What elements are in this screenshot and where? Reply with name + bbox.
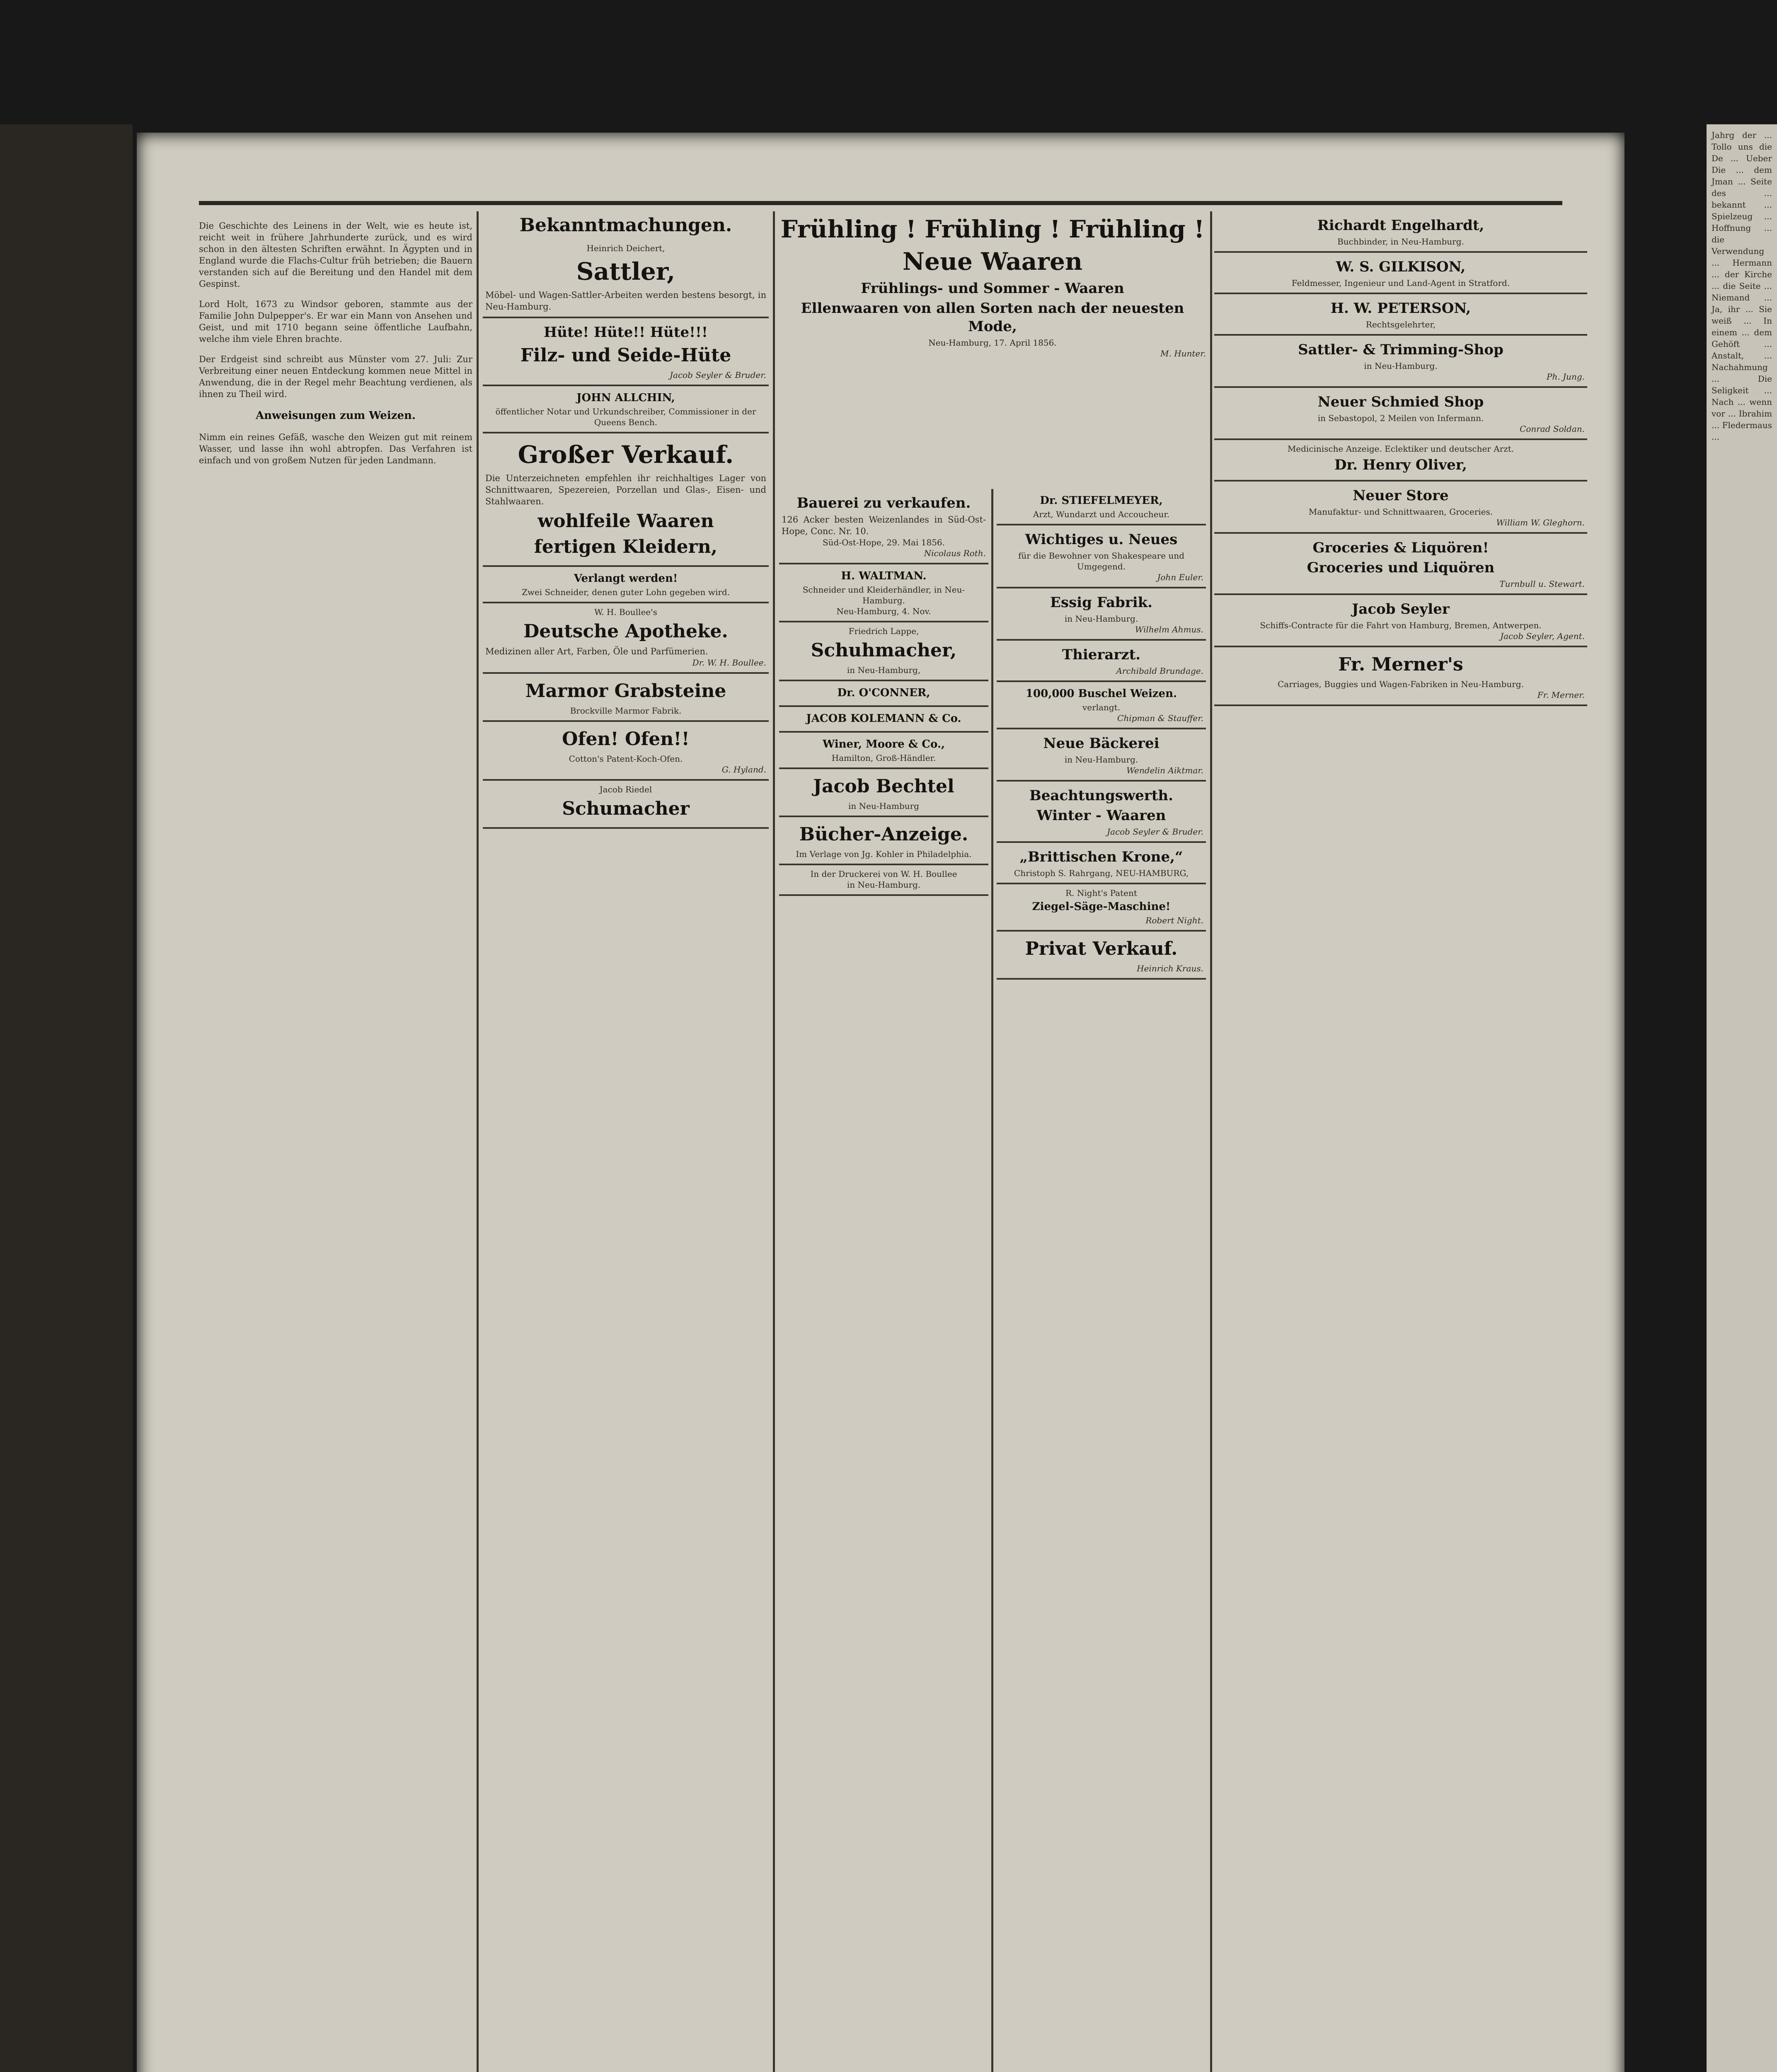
ad-signature: Fr. Merner.: [1537, 690, 1585, 700]
advertisement: [1214, 253, 1587, 294]
advertisement: [1214, 440, 1587, 482]
ad-body: Medicinische Anzeige. Eclektiker und deutscher Arzt.: [1287, 444, 1514, 454]
ad-body: Manufaktur- und Schnittwaaren, Groceries.: [1308, 507, 1493, 517]
ad-signature: Chipman & Stauffer.: [1117, 713, 1203, 723]
banner-signature: M. Hunter.: [1160, 349, 1206, 358]
ad-signature: Robert Night.: [1145, 915, 1203, 925]
ad-title: Schumacher: [562, 798, 690, 819]
ad-title: Neuer Schmied Shop: [1317, 394, 1484, 410]
ad-signature: Archibald Brundage.: [1116, 666, 1203, 676]
ad-title: Dr. O'CONNER,: [837, 687, 930, 699]
right-page-edge: [1707, 124, 1777, 2072]
advertisement: [997, 782, 1206, 843]
ad-body: Zwei Schneider, denen guter Lohn gegeben wird.: [521, 587, 730, 597]
ad-body: Filz- und Seide-Hüte: [520, 345, 731, 366]
ad-title: Dr. Henry Oliver,: [1334, 457, 1467, 473]
advertisement: [997, 843, 1206, 884]
article-paragraph: Der Erdgeist sind schreibt aus Münster vom 27. Juli: Zur Verbreitung einer neuen Entdeckung kommen neue Mittel in Anwendung, die in der Regel mehr Beachtung verdienen, als ihnen zu Theil wird.: [199, 354, 472, 399]
ad-title: Jacob Bechtel: [813, 776, 954, 797]
ad-pretitle: Jacob Riedel: [599, 784, 652, 794]
ads-column-right: [997, 489, 1206, 2072]
ad-title: Hüte! Hüte!! Hüte!!!: [544, 324, 708, 341]
ad-signature: G. Hyland.: [721, 765, 766, 775]
ad-signature: Conrad Soldan.: [1520, 424, 1585, 434]
ad-title: Essig Fabrik.: [1050, 594, 1153, 611]
banner-subhead: Neue Waaren: [902, 247, 1083, 276]
advertisement: [997, 641, 1206, 682]
right-page-fragment: Jahrg der ... Tollo uns die De ... Ueber Die ... dem Jman ... Seite des ... bekannt ... Spielzeug ... Hoffnung ... die Verwendung ... Hermann ... der Kirche ... die Seite ... Niemand ... Ja, ihr ... Sie weiß ... In einem ... dem Gehöft ... Anstalt, ... Nachahmung ... Die Seligkeit ... Nach ... wenn vor ... Ibrahim ... Fledermaus ...: [1712, 130, 1772, 442]
ad-title: Jacob Seyler: [1352, 601, 1450, 617]
ads-column-left: [779, 489, 988, 2072]
ad-body: in Neu-Hamburg,: [847, 665, 921, 675]
advertisement: [779, 769, 988, 817]
ad-body: in Neu-Hamburg: [848, 801, 919, 811]
advertisement: [483, 722, 769, 781]
advertisement: [779, 681, 988, 707]
ad-title: Thierarzt.: [1062, 646, 1141, 663]
column-rule: [773, 211, 775, 2072]
ad-title: Dr. STIEFELMEYER,: [1040, 494, 1163, 507]
ad-body: in Neu-Hamburg.: [1364, 361, 1438, 371]
ad-title: Bauerei zu verkaufen.: [797, 495, 971, 511]
ad-signature: Jacob Seyler, Agent.: [1500, 631, 1585, 641]
advertisement: [779, 733, 988, 769]
ad-body: Hamilton, Groß-Händler.: [831, 753, 936, 763]
ad-body: Arzt, Wundarzt und Accoucheur.: [1033, 509, 1170, 519]
banner-line: Ellenwaaren von allen Sorten nach der neuesten Mode,: [801, 300, 1184, 335]
ad-title: Groceries & Liquören!: [1312, 540, 1489, 556]
ad-title: Fr. Merner's: [1338, 654, 1463, 675]
ad-signature: Jacob Seyler & Bruder.: [670, 370, 766, 380]
ad-title: Sattler- & Trimming-Shop: [1298, 341, 1503, 358]
ad-title: Neuer Store: [1353, 487, 1449, 504]
ad-signature: Turnbull u. Stewart.: [1499, 579, 1585, 589]
advertisement: [1214, 595, 1587, 647]
ad-date: Süd-Ost-Hope, 29. Mai 1856.: [822, 537, 945, 547]
article-paragraph: Lord Holt, 1673 zu Windsor geboren, stammte aus der Familie John Dulpepper's. Er war ein Mann von Ansehen und Geist, und mit 1710 begann seine öffentliche Laufbahn, welche ihm viele Ehren brachte.: [199, 299, 472, 344]
ad-body: öffentlicher Notar und Urkundschreiber, Commissioner in der Queens Bench.: [495, 407, 756, 427]
ad-title: Bücher-Anzeige.: [799, 824, 968, 845]
ad-subtitle: wohlfeile Waaren: [537, 511, 714, 532]
ad-signature: Dr. W. H. Boullee.: [692, 658, 766, 668]
advertisement: [997, 682, 1206, 729]
advertisement: [779, 865, 988, 896]
ad-body: in Neu-Hamburg.: [847, 880, 921, 890]
ad-signature: Wendelin Aiktmar.: [1126, 765, 1203, 775]
ad-body: Möbel- und Wagen-Sattler-Arbeiten werden bestens besorgt, in Neu-Hamburg.: [485, 290, 766, 312]
ad-title: „Brittischen Krone,“: [1019, 849, 1183, 865]
advertisement: [779, 817, 988, 865]
ad-signature: Nicolaus Roth.: [924, 548, 986, 558]
ad-signature: Heinrich Kraus.: [1137, 963, 1203, 973]
ad-title: Sattler,: [576, 257, 675, 286]
article-heading: Anweisungen zum Weizen.: [256, 409, 416, 422]
advertisement: [483, 781, 769, 829]
ad-body: Schiffs-Contracte für die Fahrt von Hamburg, Bremen, Antwerpen.: [1260, 620, 1542, 630]
ad-title: W. S. GILKISON,: [1336, 259, 1466, 275]
ads-column-far-right: [1214, 211, 1587, 2072]
ad-body: verlangt.: [1082, 702, 1121, 712]
ad-title: Ofen! Ofen!!: [562, 729, 690, 750]
ad-body: in Neu-Hamburg.: [1064, 755, 1138, 765]
advertisement: [483, 318, 769, 386]
ad-pretitle: Friedrich Lappe,: [848, 626, 919, 636]
advertisement: [1214, 534, 1587, 595]
ad-title: Wichtiges u. Neues: [1025, 531, 1178, 548]
ad-body: Christoph S. Rahrgang, NEU-HAMBURG,: [1014, 868, 1189, 878]
ad-body: Im Verlage von Jg. Kohler in Philadelphia.: [796, 849, 972, 859]
advertisement: [483, 240, 769, 318]
ad-signature: William W. Gleghorn.: [1496, 518, 1585, 528]
ad-body: Feldmesser, Ingenieur und Land-Agent in Stratford.: [1291, 278, 1510, 288]
advertisement: [997, 884, 1206, 932]
ad-body: R. Night's Patent: [1065, 888, 1137, 898]
ad-body: Schneider und Kleiderhändler, in Neu-Hamburg.: [802, 585, 965, 605]
advertisement: [1214, 647, 1587, 706]
ad-body: Medizinen aller Art, Farben, Öle und Parfümerien.: [485, 646, 708, 656]
advertisement: [1214, 388, 1587, 440]
ad-pretitle: Heinrich Deichert,: [586, 243, 665, 253]
advertisement: [1214, 482, 1587, 534]
ad-title: Deutsche Apotheke.: [523, 621, 728, 642]
ad-title: Neue Bäckerei: [1043, 735, 1160, 752]
advertisement: [483, 674, 769, 722]
advertisement: [483, 433, 769, 567]
banner-ad: [779, 211, 1206, 359]
ad-signature: John Euler.: [1157, 572, 1203, 582]
ad-title: Verlangt werden!: [574, 572, 678, 585]
ad-title: Richardt Engelhardt,: [1317, 217, 1484, 234]
article-paragraph: Die Geschichte des Leinens in der Welt, wie es heute ist, reicht weit in frühere Jahrhunderte zurück, und es wird schon in den ältesten Schriften erwähnt. In Ägypten und in England wurde die Flachs-Cultur früh betrieben; die Bauern verstanden sich auf die Bereitung und den Handel mit dem Gespinst.: [199, 221, 472, 289]
ad-title: Marmor Grabsteine: [525, 680, 726, 702]
ad-title: H. W. PETERSON,: [1330, 300, 1471, 317]
banner-line: Frühlings- und Sommer - Waaren: [861, 280, 1124, 297]
advertisement: [997, 489, 1206, 525]
ad-title: Ziegel-Säge-Maschine!: [1032, 900, 1171, 913]
ad-body: Cotton's Patent-Koch-Ofen.: [569, 754, 683, 764]
left-page-edge: [0, 124, 133, 2072]
advertisement: [1214, 294, 1587, 336]
ad-title: JACOB KOLEMANN & Co.: [806, 712, 961, 725]
ad-title: JOHN ALLCHIN,: [576, 392, 675, 404]
ad-body: in Neu-Hamburg.: [1064, 614, 1138, 624]
article-column: [199, 211, 472, 2072]
section-title: Bekanntmachungen.: [519, 215, 732, 236]
advertisement: [997, 588, 1206, 641]
ad-title: Winer, Moore & Co.,: [823, 738, 945, 750]
advertisement: [779, 707, 988, 733]
ad-body: Winter - Waaren: [1036, 807, 1166, 824]
advertisement: [1214, 211, 1587, 253]
ad-title: Schuhmacher,: [811, 640, 957, 661]
advertisement: [483, 603, 769, 674]
ad-body: Die Unterzeichneten empfehlen ihr reichhaltiges Lager von Schnittwaaren, Spezereien, Porzellan und Glas-, Eisen- und Stahlwaaren.: [485, 473, 766, 506]
ad-body: Groceries und Liquören: [1307, 559, 1495, 576]
banner-headline: Frühling ! Frühling ! Frühling !: [780, 215, 1205, 243]
ad-body: Rechtsgelehrter,: [1365, 320, 1436, 329]
ad-signature: Wilhelm Ahmus.: [1135, 625, 1203, 634]
ad-title: Beachtungswerth.: [1029, 787, 1173, 804]
ad-body: 126 Acker besten Weizenlandes in Süd-Ost-Hope, Conc. Nr. 10.: [782, 515, 986, 536]
newspaper-page: [137, 133, 1624, 2072]
advertisement: [779, 489, 988, 564]
ad-title: 100,000 Buschel Weizen.: [1025, 687, 1177, 700]
advertisement: [997, 525, 1206, 588]
article-paragraph: Nimm ein reines Gefäß, wasche den Weizen gut mit reinem Wasser, und lasse ihn wohl abtropfen. Das Verfahren ist einfach und von großem Nutzen für jeden Landmann.: [199, 432, 472, 465]
ad-title: Großer Verkauf.: [518, 441, 734, 469]
advertisement: [483, 386, 769, 433]
ad-subtitle: fertigen Kleidern,: [534, 536, 718, 557]
notices-column: [483, 211, 769, 2072]
ad-body: Buchbinder, in Neu-Hamburg.: [1337, 237, 1464, 247]
ad-signature: Ph. Jung.: [1547, 372, 1585, 382]
advertisement: [483, 567, 769, 603]
ad-body: Brockville Marmor Fabrik.: [570, 706, 682, 716]
ad-signature: Jacob Seyler & Bruder.: [1107, 827, 1203, 837]
ad-body: Carriages, Buggies und Wagen-Fabriken in Neu-Hamburg.: [1277, 679, 1524, 689]
top-rule: [199, 201, 1562, 205]
column-rule: [991, 489, 993, 2072]
advertisement: [779, 564, 988, 622]
advertisement: [997, 932, 1206, 980]
column-rule: [1210, 211, 1212, 2072]
ad-pretitle: In der Druckerei von W. H. Boullee: [810, 869, 957, 879]
advertisement: [997, 729, 1206, 782]
ad-title: H. WALTMAN.: [841, 570, 927, 582]
banner-date: Neu-Hamburg, 17. April 1856.: [928, 338, 1057, 348]
column-rule: [477, 211, 479, 2072]
advertisement: [779, 622, 988, 681]
ad-body: für die Bewohner von Shakespeare und Umgegend.: [1018, 551, 1184, 571]
ad-body: in Sebastopol, 2 Meilen von Infermann.: [1317, 413, 1484, 423]
ad-pretitle: W. H. Boullee's: [594, 607, 657, 617]
ad-title: Privat Verkauf.: [1025, 938, 1178, 959]
advertisement: [1214, 336, 1587, 388]
ad-date: Neu-Hamburg, 4. Nov.: [836, 606, 931, 616]
